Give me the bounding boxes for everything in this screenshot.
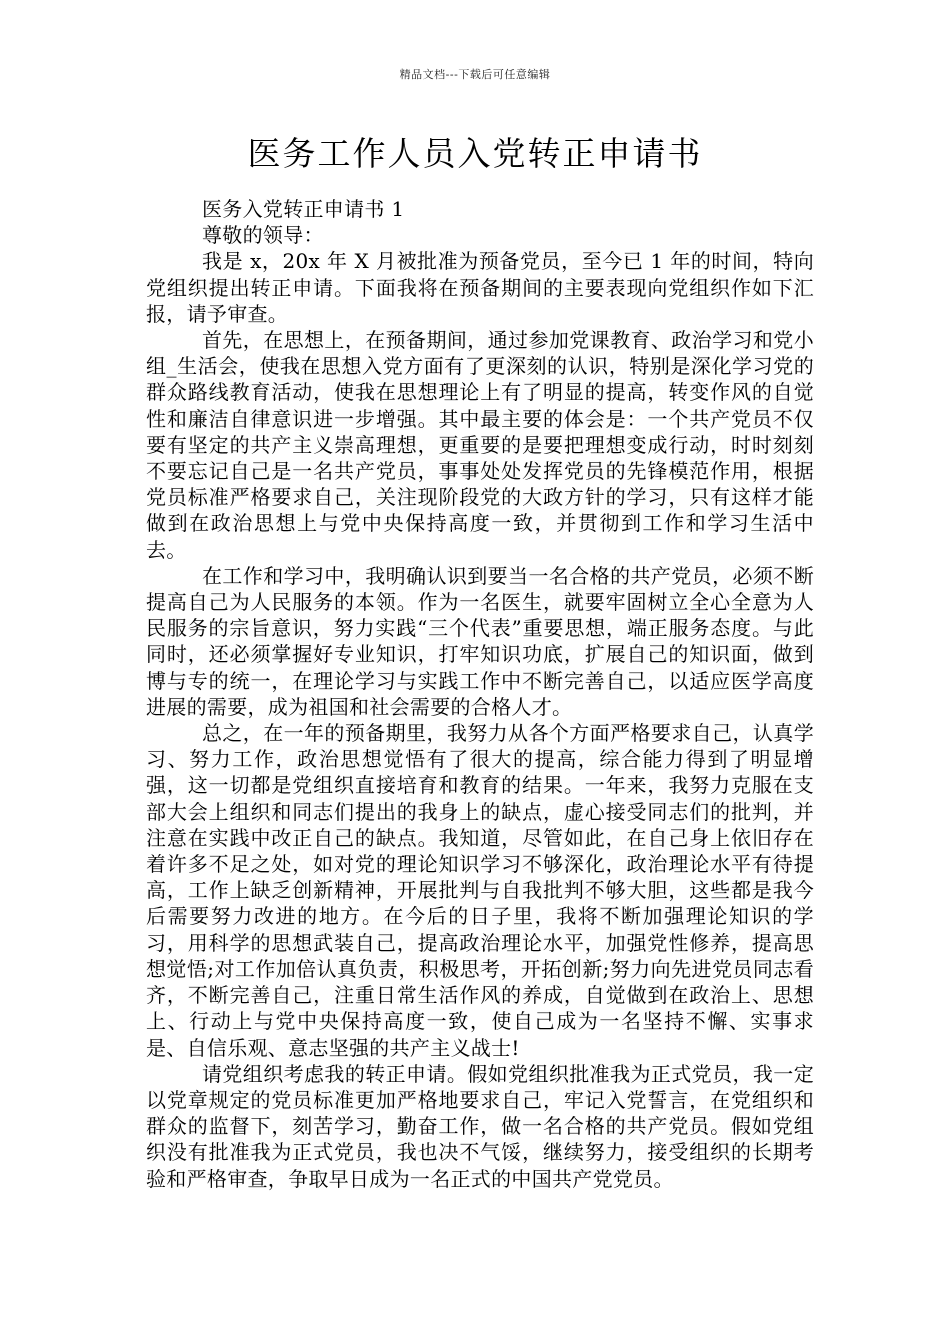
paragraph-4: 总之，在一年的预备期里，我努力从各个方面严格要求自己，认真学习、努力工作，政治思想觉悟有了很大的提高，综合能力得到了明显增强，这一切都是党组织直接培育和教育的结果。一年来，我努力克服在支部大会上组织和同志们提出的我身上的缺点，虚心接受同志们的批判，并注意在实践中改正自己的缺点。我知道，尽管如此，在自己身上依旧存在着许多不足之处，如对党的理论知识学习不够深化，政治理论水平有待提高，工作上缺乏创新精神，开展批判与自我批判不够大胆，这些都是我今后需要努力改进的地方。在今后的日子里，我将不断加强理论知识的学习，用科学的思想武装自己，提高政治理论水平，加强党性修养，提高思想觉悟;对工作加倍认真负责，积极思考，开拓创新;努力向先进党员同志看齐，不断完善自己，注重日常生活作风的养成，自觉做到在政治上、思想上、行动上与党中央保持高度一致，使自己成为一名坚持不懈、实事求是、自信乐观、意志坚强的共产主义战士! — [146, 721, 814, 1060]
paragraph-2: 首先，在思想上，在预备期间，通过参加党课教育、政治学习和党小组_生活会，使我在思想入党方面有了更深刻的认识，特别是深化学习党的群众路线教育活动，使我在思想理论上有了明显的提高，转变作风的自觉性和廉洁自律意识进一步增强。其中最主要的体会是：一个共产党员不仅要有坚定的共产主义崇高理想，更重要的是要把理想变成行动，时时刻刻不要忘记自己是一名共产党员，事事处处发挥党员的先锋模范作用，根据党员标准严格要求自己，关注现阶段党的大政方针的学习，只有这样才能做到在政治思想上与党中央保持高度一致，并贯彻到工作和学习生活中去。 — [146, 328, 814, 562]
paragraph-3: 在工作和学习中，我明确认识到要当一名合格的共产党员，必须不断提高自己为人民服务的本领。作为一名医生，就要牢固树立全心全意为人民服务的宗旨意识，努力实践“三个代表”重要思想，端正服务态度。与此同时，还必须掌握好专业知识，打牢知识功底，扩展自己的知识面，做到博与专的统一，在理论学习与实践工作中不断完善自己，以适应医学高度进展的需要，成为祖国和社会需要的合格人才。 — [146, 563, 814, 719]
paragraph-1: 我是 x，20x 年 X 月被批准为预备党员，至今已 1 年的时间，特向党组织提出转正申请。下面我将在预备期间的主要表现向党组织作如下汇报，请予审查。 — [146, 249, 814, 326]
document-body — [146, 196, 814, 1192]
subtitle: 医务入党转正申请书 1 — [202, 197, 405, 221]
document-title: 医务工作人员入党转正申请书 — [247, 134, 703, 173]
salutation: 尊敬的领导： — [202, 223, 324, 248]
header-note: 精品文档---下载后可任意编辑 — [399, 68, 551, 81]
paragraph-5: 请党组织考虑我的转正申请。假如党组织批准我为正式党员，我一定以党章规定的党员标准更加严格地要求自己，牢记入党誓言，在党组织和群众的监督下，刻苦学习，勤奋工作，做一名合格的共产党员。假如党组织没有批准我为正式党员，我也决不气馁，继续努力，接受组织的长期考验和严格审查，争取早日成为一名正式的中国共产党党员。 — [146, 1061, 814, 1191]
